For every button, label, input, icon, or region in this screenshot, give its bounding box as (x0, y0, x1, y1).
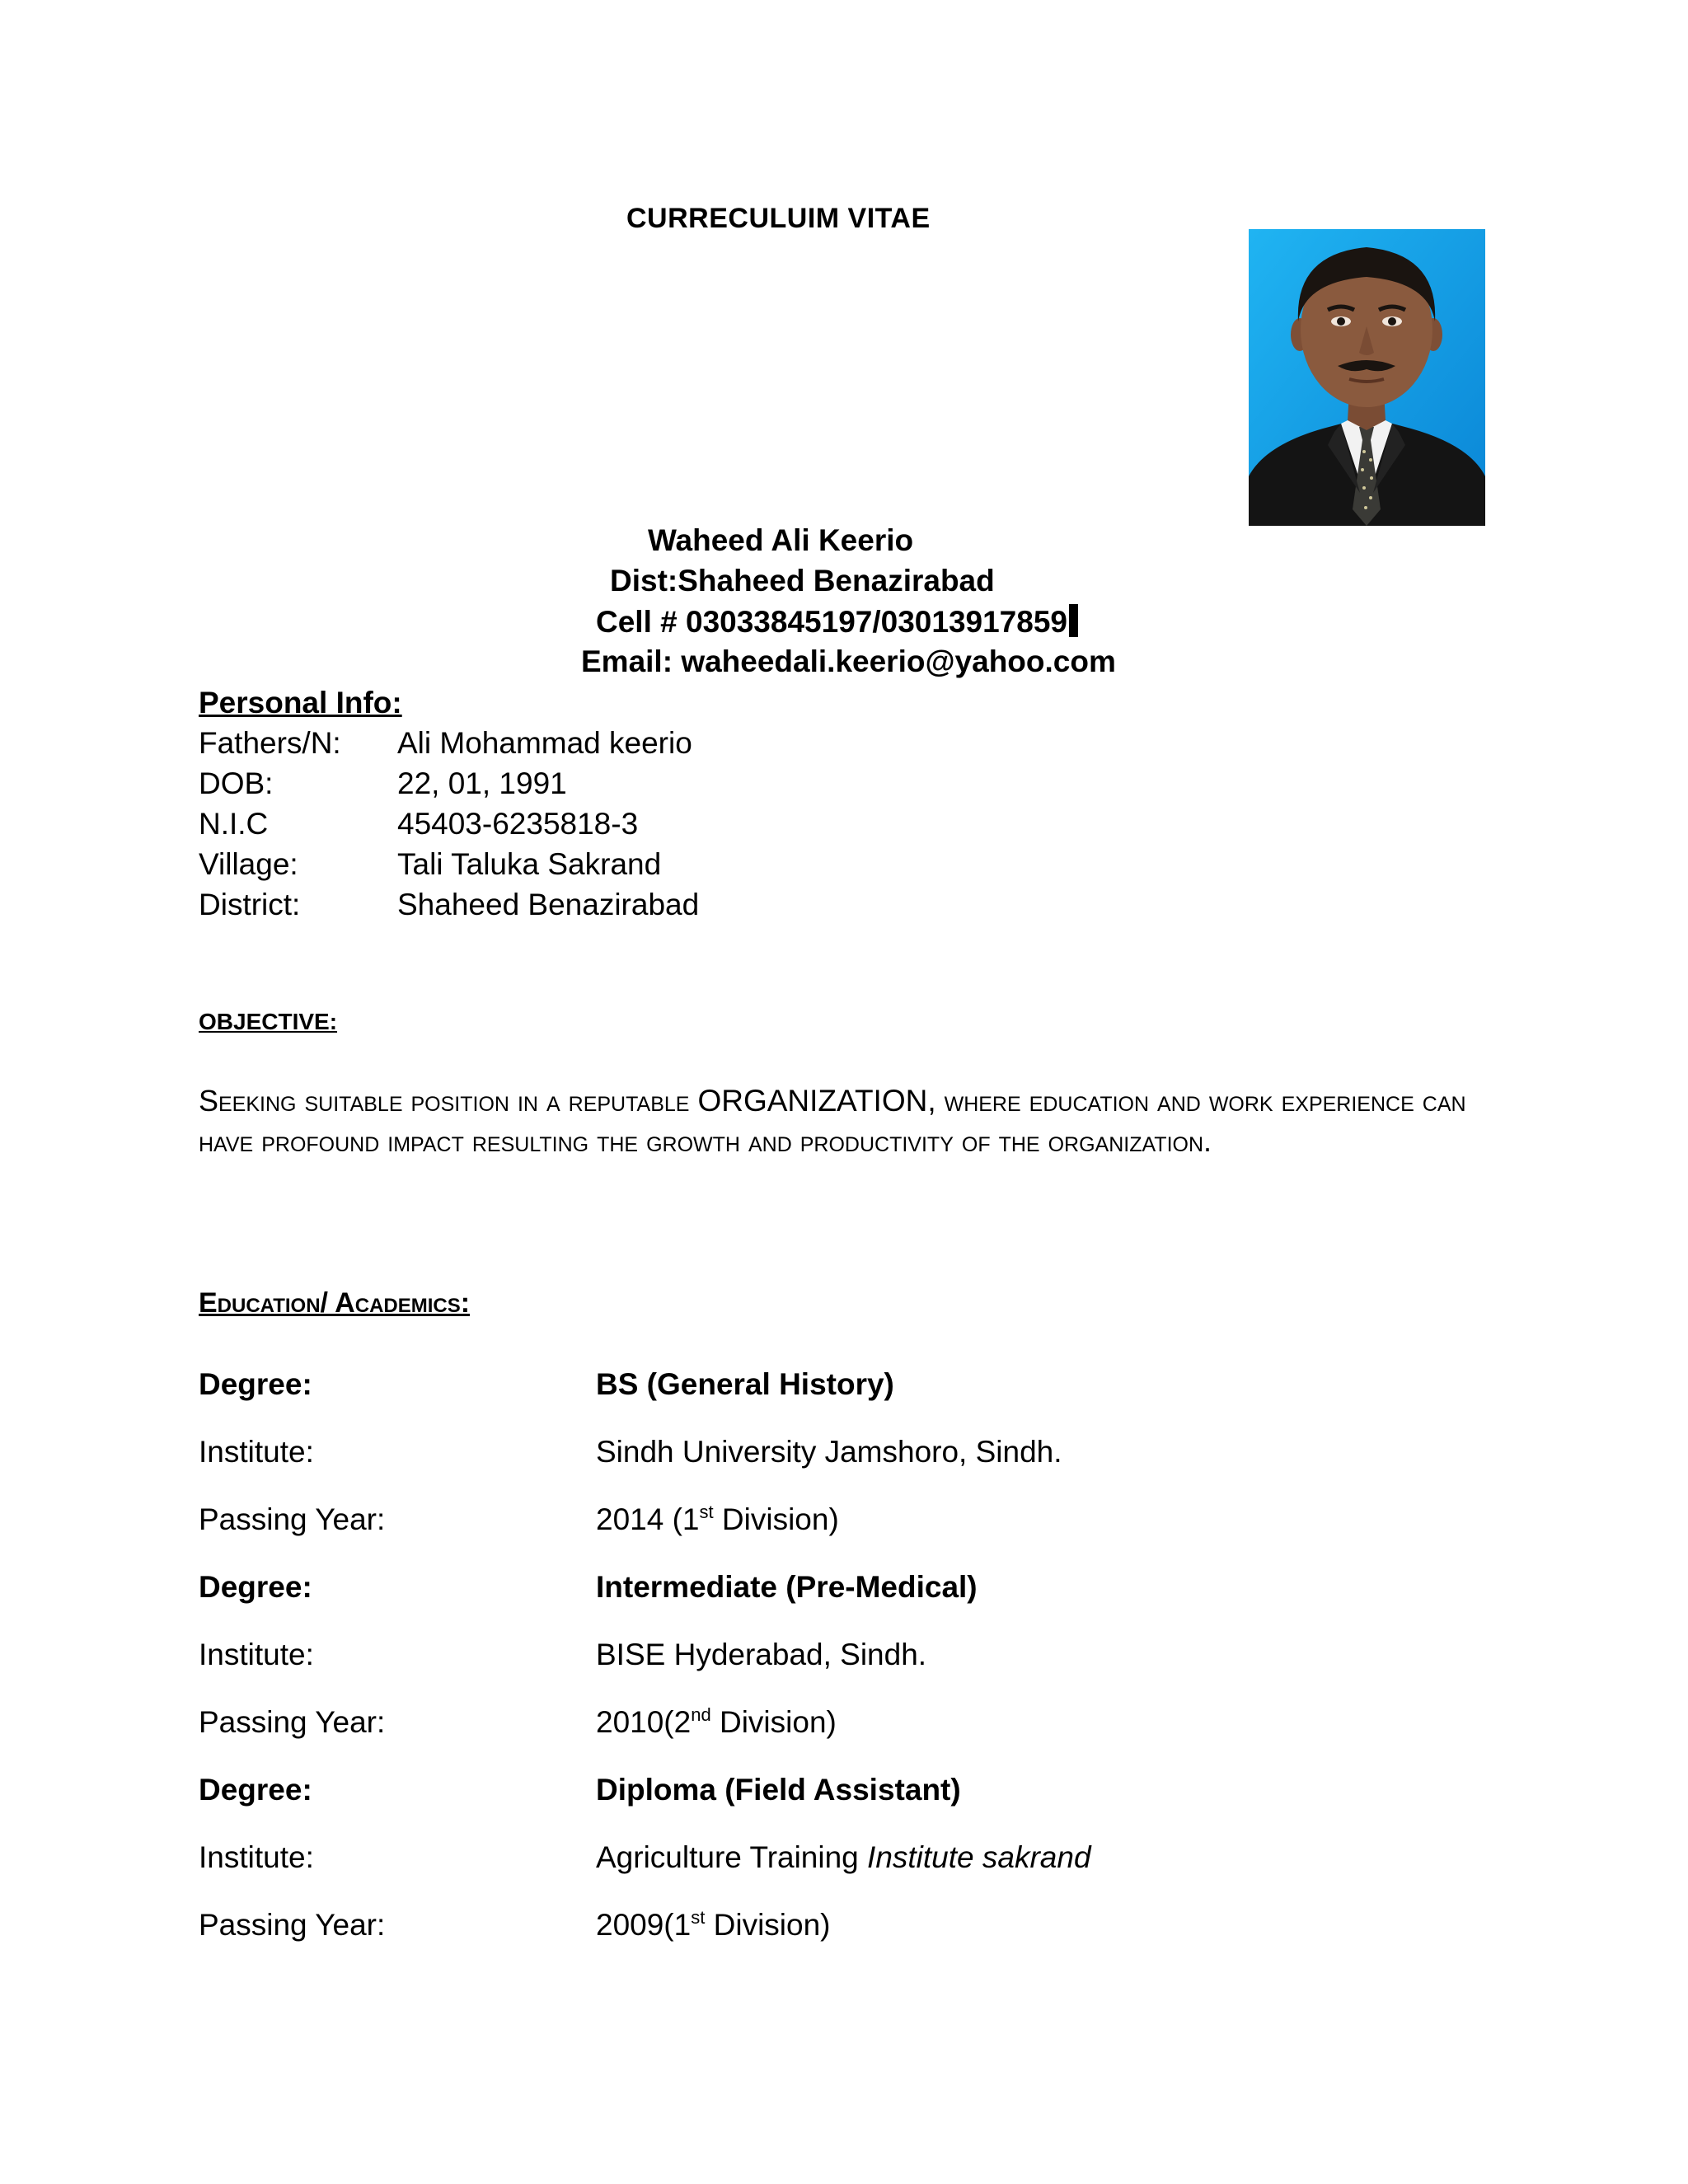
institute-label: Institute: (199, 1435, 314, 1469)
text-cursor-mark (1069, 604, 1078, 637)
passing-year-label: Passing Year: (199, 1705, 386, 1739)
institute-plain-text: Agriculture Training (596, 1840, 868, 1874)
ordinal-suffix: st (699, 1502, 714, 1522)
degree-value: BS (General History) (596, 1367, 894, 1401)
district-line: Dist:Shaheed Benazirabad (610, 564, 995, 598)
passing-year-value (596, 1908, 830, 1943)
cell-line (596, 604, 1078, 640)
year-text: 2009(1 (596, 1908, 692, 1942)
institute-label: Institute: (199, 1840, 314, 1874)
personal-info-heading: Personal Info: (199, 686, 402, 719)
year-text: 2010(2 (596, 1705, 692, 1739)
division-text: Division) (710, 1705, 837, 1739)
education-heading-text: Education/ Academics: (199, 1287, 471, 1319)
candidate-name: Waheed Ali Keerio (648, 523, 914, 557)
education-heading (199, 1287, 470, 1319)
ordinal-suffix: st (691, 1907, 706, 1928)
objective-part-1: Seeking suitable position in a reputable (199, 1084, 698, 1118)
info-value: Tali Taluka Sakrand (397, 847, 662, 881)
ordinal-suffix: nd (691, 1704, 711, 1725)
info-label: DOB: (199, 766, 274, 800)
info-value: Shaheed Benazirabad (397, 888, 700, 921)
institute-value: Sindh University Jamshoro, Sindh. (596, 1435, 1062, 1469)
cell-number: Cell # 03033845197/03013917859 (596, 605, 1067, 639)
institute-italic-text: Institute sakrand (867, 1840, 1091, 1874)
objective-part-2: where education and work experience can have profound impact resulting the growth and productivity of the organization. (199, 1084, 1466, 1158)
institute-value (596, 1840, 1091, 1875)
degree-label: Degree: (199, 1570, 312, 1604)
info-value: Ali Mohammad keerio (397, 726, 692, 760)
objective-heading: OBJECTIVE: (199, 1009, 338, 1034)
degree-label: Degree: (199, 1367, 312, 1401)
profile-photo (1249, 229, 1485, 526)
info-label: Fathers/N: (199, 726, 341, 760)
degree-value: Intermediate (Pre-Medical) (596, 1570, 978, 1604)
degree-label: Degree: (199, 1773, 312, 1807)
passing-year-label: Passing Year: (199, 1502, 386, 1536)
institute-label: Institute: (199, 1638, 314, 1671)
year-text: 2014 (1 (596, 1502, 700, 1536)
info-label: District: (199, 888, 301, 921)
passing-year-value (596, 1705, 837, 1740)
info-label: N.I.C (199, 807, 269, 841)
info-label: Village: (199, 847, 298, 881)
info-value: 22, 01, 1991 (397, 766, 567, 800)
document-title: CURRECULUIM VITAE (626, 203, 931, 234)
division-text: Division) (705, 1908, 831, 1942)
objective-emphasis: ORGANIZATION, (697, 1084, 936, 1118)
institute-value: BISE Hyderabad, Sindh. (596, 1638, 927, 1671)
passing-year-value (596, 1502, 839, 1537)
email-line: Email: waheedali.keerio@yahoo.com (581, 644, 1116, 678)
info-value: 45403-6235818-3 (397, 807, 639, 841)
objective-text (199, 1080, 1493, 1161)
passing-year-label: Passing Year: (199, 1908, 386, 1942)
degree-value: Diploma (Field Assistant) (596, 1773, 961, 1807)
division-text: Division) (713, 1502, 839, 1536)
